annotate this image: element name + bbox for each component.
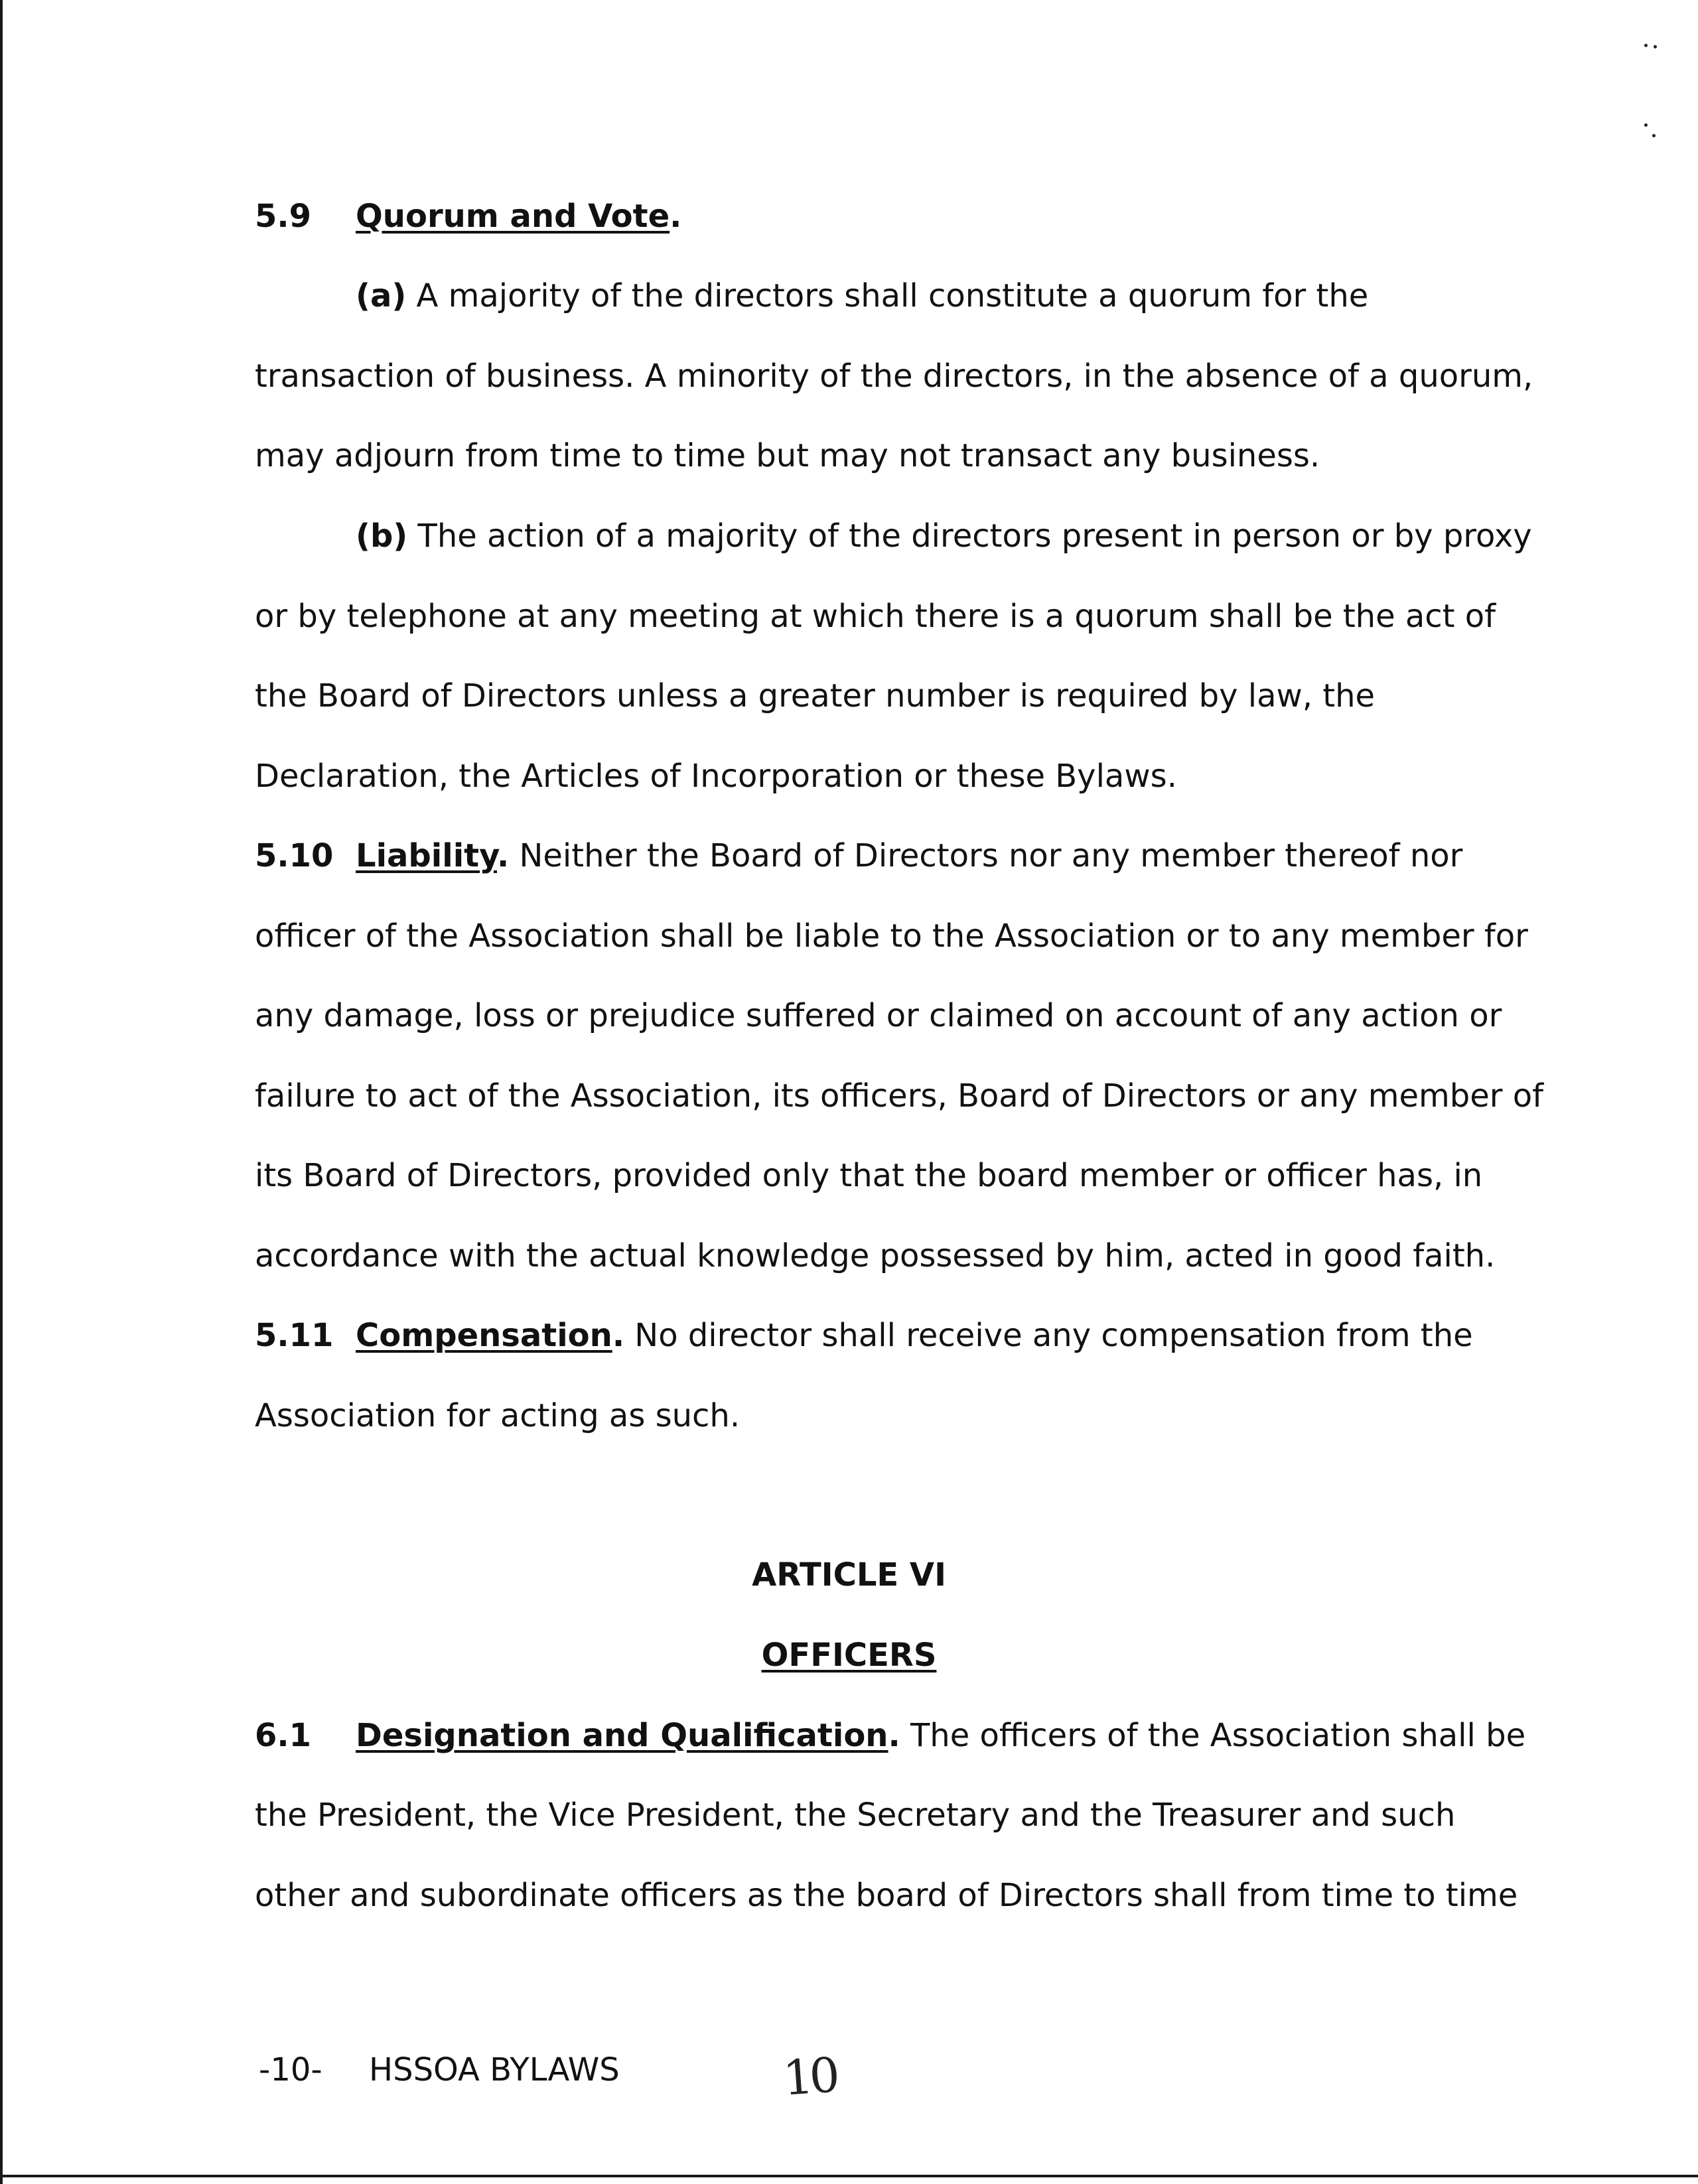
paragraph-line: accordance with the actual knowledge possessed by him, acted in good faith. xyxy=(255,1237,1496,1274)
section-title-punct: . xyxy=(670,198,682,235)
section-title: Quorum and Vote xyxy=(356,198,670,235)
section-5-10 xyxy=(255,836,1462,876)
line-text: A majority of the directors shall constitute a quorum for the xyxy=(406,277,1369,314)
paragraph-line: may adjourn from time to time but may not transact any business. xyxy=(255,437,1320,474)
section-title: Liability xyxy=(356,837,497,874)
paragraph-line: transaction of business. A minority of the directors, in the absence of a quorum, xyxy=(255,358,1533,395)
paragraph-line xyxy=(356,516,1532,556)
subsection-label: (a) xyxy=(356,277,407,314)
article-title-text: OFFICERS xyxy=(761,1637,937,1674)
section-number: 5.10 xyxy=(255,837,334,874)
scan-edge-left xyxy=(0,0,3,2184)
article-number: ARTICLE VI xyxy=(752,1556,946,1594)
section-number: 5.11 xyxy=(255,1317,334,1354)
scan-speck xyxy=(1654,45,1657,48)
paragraph-line: Association for acting as such. xyxy=(255,1397,741,1434)
paragraph-line: or by telephone at any meeting at which there is a quorum shall be the act of xyxy=(255,598,1496,635)
paragraph-line: the President, the Vice President, the Secretary and the Treasurer and such xyxy=(255,1797,1456,1834)
paragraph-line: Declaration, the Articles of Incorporation or these Bylaws. xyxy=(255,758,1177,795)
footer-page-number: -10- xyxy=(259,2051,322,2088)
paragraph-line: other and subordinate officers as the board of Directors shall from time to time xyxy=(255,1877,1518,1914)
section-number: 6.1 xyxy=(255,1717,312,1754)
scan-speck xyxy=(1644,44,1648,47)
section-number: 5.9 xyxy=(255,198,312,235)
scan-speck xyxy=(1644,123,1648,127)
section-title-punct: . xyxy=(888,1717,900,1754)
subsection-label: (b) xyxy=(356,517,408,555)
section-5-11 xyxy=(255,1316,1473,1355)
section-5-9-heading xyxy=(255,196,681,236)
section-title-punct: . xyxy=(612,1317,625,1354)
paragraph-line: the Board of Directors unless a greater number is required by law, the xyxy=(255,677,1376,715)
section-title-punct: . xyxy=(496,837,510,874)
line-text: The officers of the Association shall be xyxy=(900,1717,1526,1754)
paragraph-line: officer of the Association shall be liable to the Association or to any member for xyxy=(255,918,1528,955)
paragraph-line xyxy=(356,276,1368,316)
article-title xyxy=(0,1635,1698,1675)
line-text: Neither the Board of Directors nor any member thereof nor xyxy=(509,837,1463,874)
line-text: No director shall receive any compensation from the xyxy=(624,1317,1473,1354)
section-6-1 xyxy=(255,1716,1525,1755)
scan-edge-bottom xyxy=(0,2175,1698,2177)
section-title: Designation and Qualification xyxy=(356,1717,888,1754)
line-text: The action of a majority of the directors present in person or by proxy xyxy=(407,517,1532,555)
scan-speck xyxy=(1652,134,1656,137)
paragraph-line: failure to act of the Association, its officers, Board of Directors or any member of xyxy=(255,1077,1544,1115)
paragraph-line: any damage, loss or prejudice suffered or claimed on account of any action or xyxy=(255,997,1502,1034)
paragraph-line: its Board of Directors, provided only that the board member or officer has, in xyxy=(255,1157,1483,1194)
footer-doc-name: HSSOA BYLAWS xyxy=(369,2051,620,2088)
handwritten-page-mark: 10 xyxy=(781,2047,838,2106)
section-title: Compensation xyxy=(356,1317,612,1354)
